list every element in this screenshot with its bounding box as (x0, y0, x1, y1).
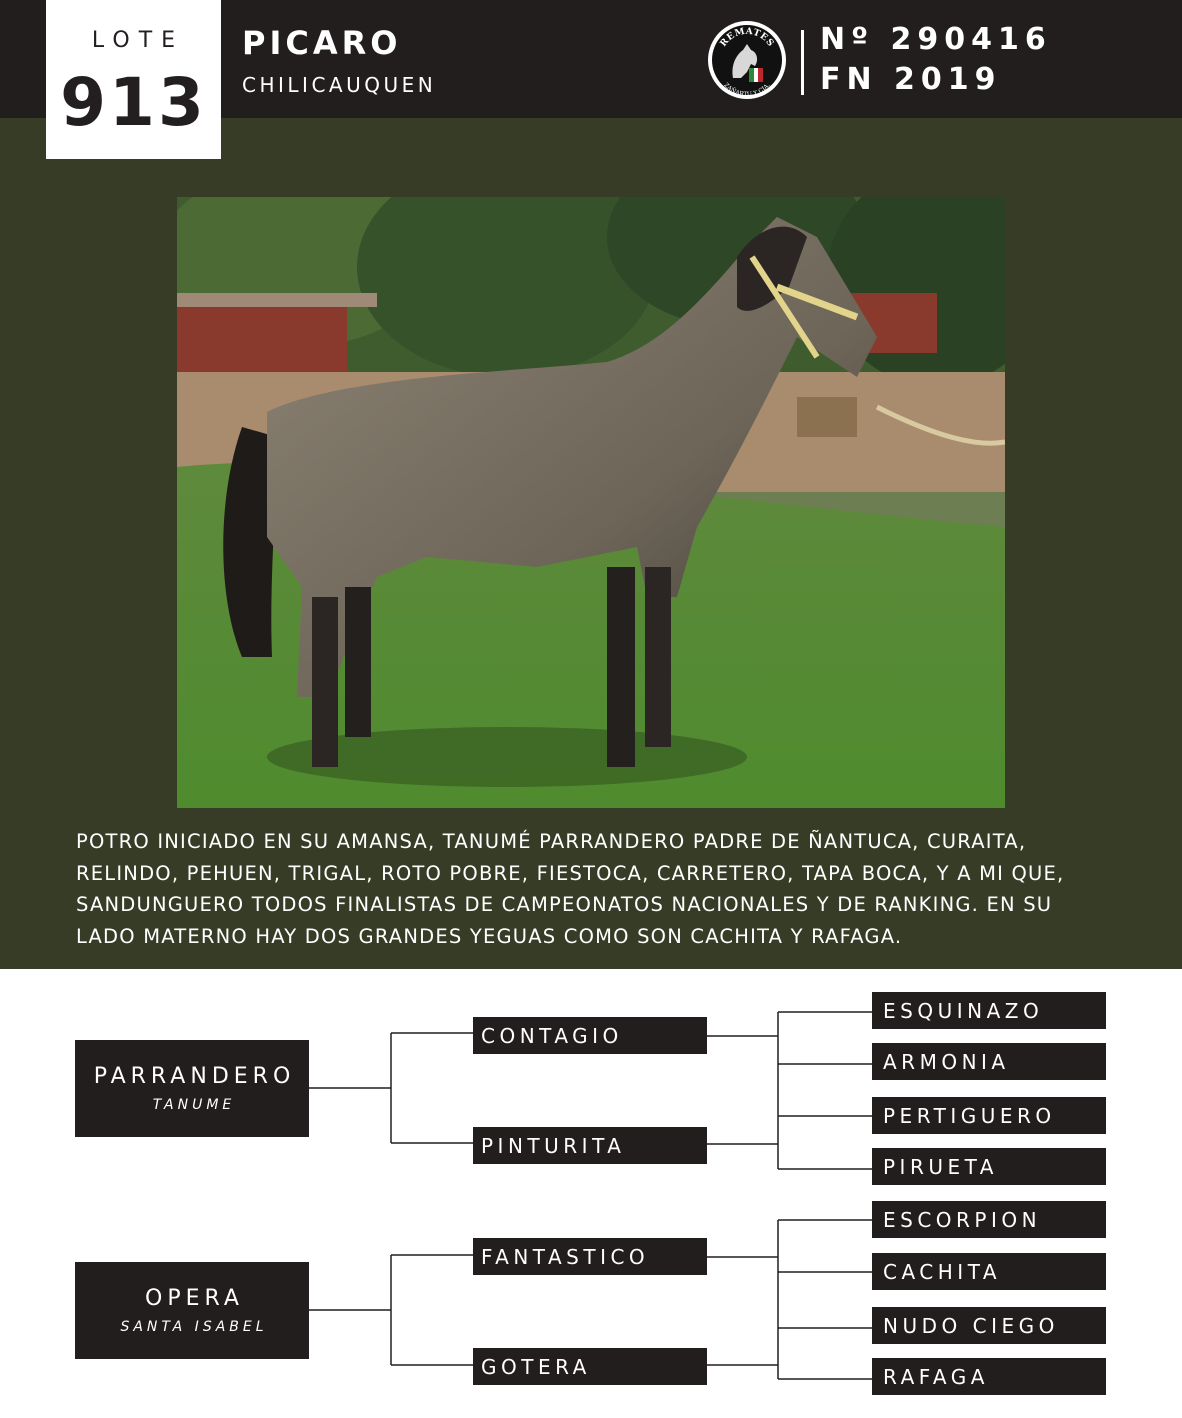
lote-badge (46, 0, 221, 159)
grandparent-box: FANTASTICO (473, 1238, 707, 1275)
birth-year: FN 2019 (820, 62, 1002, 97)
horse-breeder: CHILICAUQUEN (242, 73, 437, 97)
sire-breeder: TANUME (152, 1097, 236, 1113)
horse-description: POTRO INICIADO EN SU AMANSA, TANUMÉ PARRANDERO PADRE DE ÑANTUCA, CURAITA, RELINDO, PEHUEN, TRIGAL, ROTO POBRE, FIESTOCA, CARRETERO, TAPA BOCA, Y A MI QUE, SANDUNGUERO TODOS FINALISTAS DE CAMPEONATOS NACIONALES Y DE RANKING. EN SU LADO MATERNO HAY DOS GRANDES YEGUAS COMO SON CACHITA Y RAFAGA. (76, 830, 1065, 948)
logo-top-text: REMATES (718, 26, 776, 49)
great-grandparent-box: PIRUETA (872, 1148, 1106, 1185)
great-grandparent-box: RAFAGA (872, 1358, 1106, 1395)
logo-bottom-text: ZAÑARTU Y CIA. (722, 81, 772, 99)
grandparent-box: CONTAGIO (473, 1017, 707, 1054)
grandparent-box: PINTURITA (473, 1127, 707, 1164)
great-grandparent-box: NUDO CIEGO (872, 1307, 1106, 1344)
dam-name: OPERA (145, 1286, 244, 1311)
great-grandparent-box: PERTIGUERO (872, 1097, 1106, 1134)
horse-name: PICARO (242, 24, 402, 62)
great-grandparent-box: ESCORPION (872, 1201, 1106, 1238)
sire-box (75, 1040, 309, 1137)
grandparent-box: GOTERA (473, 1348, 707, 1385)
dam-breeder: SANTA ISABEL (120, 1319, 268, 1335)
remates-logo (707, 20, 787, 100)
dam-box (75, 1262, 309, 1359)
registration-number: Nº 290416 (820, 22, 1052, 57)
great-grandparent-box: ARMONIA (872, 1043, 1106, 1080)
lote-number: 913 (60, 64, 207, 141)
horse-photo (177, 197, 1005, 808)
sire-name: PARRANDERO (93, 1064, 296, 1089)
header-divider (801, 30, 804, 95)
lote-label: LOTE (91, 28, 185, 53)
great-grandparent-box: ESQUINAZO (872, 992, 1106, 1029)
great-grandparent-box: CACHITA (872, 1253, 1106, 1290)
